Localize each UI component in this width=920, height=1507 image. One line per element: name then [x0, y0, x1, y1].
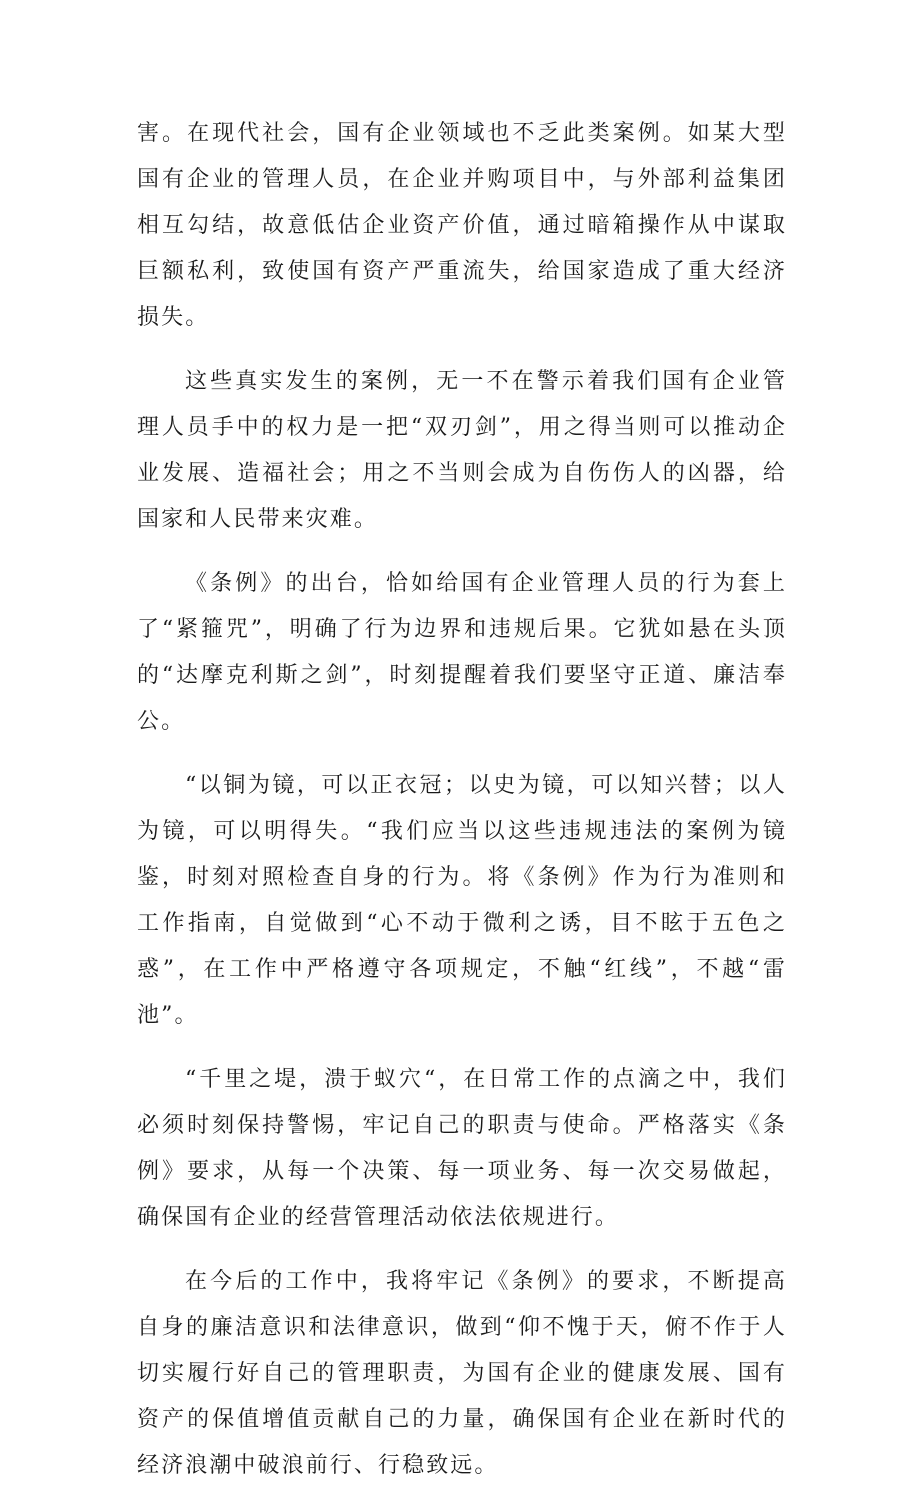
- paragraph-4: “以铜为镜，可以正衣冠；以史为镜，可以知兴替；以人为镜，可以明得失。“我们应当以这些违规违法的案例为镜鉴，时刻对照检查自身的行为。将《条例》作为行为准则和工作指南，自觉做到“心不动于微利之诱，目不眩于五色之惑”，在工作中严格遵守各项规定，不触“红线”，不越“雷池”。: [137, 773, 787, 1028]
- document-body: [137, 111, 787, 1507]
- paragraph-6: 在今后的工作中，我将牢记《条例》的要求，不断提高自身的廉洁意识和法律意识，做到“仰不愧于天，俯不作于人切实履行好自己的管理职责，为国有企业的健康发展、国有资产的保值增值贡献自己的力量，确保国有企业在新时代的经济浪潮中破浪前行、行稳致远。: [137, 1269, 787, 1478]
- paragraph-2: 这些真实发生的案例，无一不在警示着我们国有企业管理人员手中的权力是一把“双刃剑”，用之得当则可以推动企业发展、造福社会；用之不当则会成为自伤伤人的凶器，给国家和人民带来灾难。: [137, 369, 787, 532]
- paragraph-3: 《条例》的出台，恰如给国有企业管理人员的行为套上了“紧箍咒”，明确了行为边界和违规后果。它犹如悬在头顶的“达摩克利斯之剑”，时刻提醒着我们要坚守正道、廉洁奉公。: [137, 571, 787, 734]
- paragraph-5: “千里之堤，溃于蚁穴“，在日常工作的点滴之中，我们必须时刻保持警惕，牢记自己的职责与使命。严格落实《条例》要求，从每一个决策、每一项业务、每一次交易做起，确保国有企业的经营管理活动依法依规进行。: [137, 1067, 787, 1230]
- paragraph-1: 害。在现代社会，国有企业领域也不乏此类案例。如某大型国有企业的管理人员，在企业并购项目中，与外部利益集团相互勾结，故意低估企业资产价值，通过暗箱操作从中谋取巨额私利，致使国有资产严重流失，给国家造成了重大经济损失。: [137, 121, 787, 330]
